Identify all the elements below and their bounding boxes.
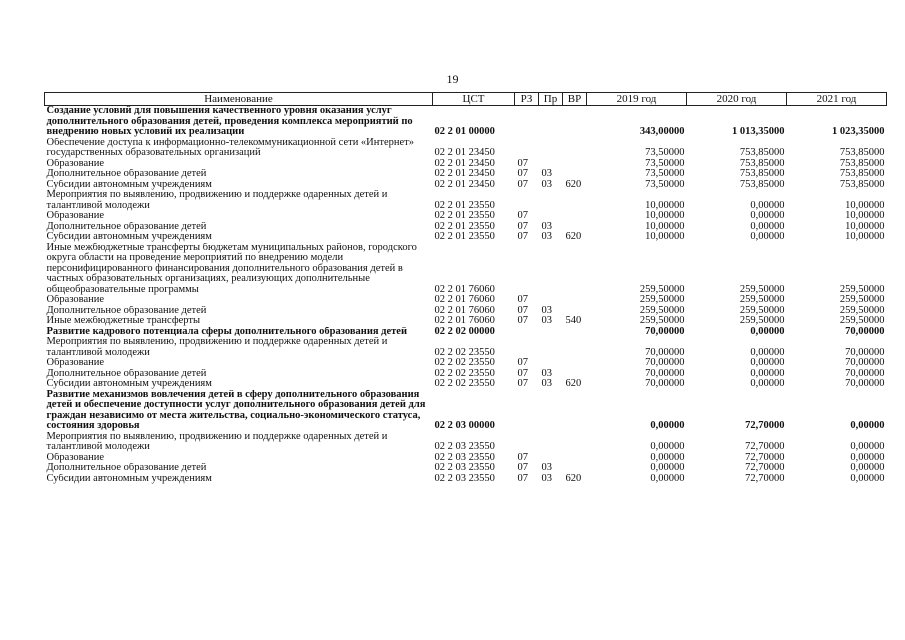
cell-pr: 03 <box>541 463 552 473</box>
cell-2019: 10,00000 <box>645 232 685 242</box>
cell-2019: 0,00000 <box>650 420 685 431</box>
column-header-cst: ЦСТ <box>433 93 515 106</box>
cell-name: Субсидии автономным учреждениям <box>46 232 212 242</box>
cell-cst: 02 2 02 00000 <box>434 326 495 337</box>
cell-2020: 753,85000 <box>739 147 785 158</box>
cell-rz: 07 <box>517 158 528 169</box>
cell-cst: 02 2 01 23450 <box>434 147 495 158</box>
cell-vr <box>563 295 587 306</box>
cell-pr <box>539 358 563 369</box>
cell-2020: 753,85000 <box>739 179 785 190</box>
table-row <box>45 316 887 327</box>
cell-name: Субсидии автономным учреждениям <box>46 179 212 190</box>
cell-pr <box>539 159 563 170</box>
cell-rz: 07 <box>517 232 528 242</box>
cell-pr <box>539 390 563 432</box>
cell-2020: 0,00000 <box>750 326 785 337</box>
cell-name: Обеспечение доступа к информационно-телекоммуникационной сети «Интернет» государственных образовательных организаций <box>46 137 415 158</box>
cell-2019: 70,00000 <box>645 326 685 337</box>
cell-2020: 259,50000 <box>739 283 785 295</box>
cell-2021: 0,00000 <box>850 441 885 452</box>
cell-2019: 0,00000 <box>650 473 685 484</box>
cell-2020: 259,50000 <box>739 295 785 305</box>
cell-vr <box>563 243 587 296</box>
cell-cst: 02 2 02 23550 <box>434 379 495 389</box>
cell-2020: 72,70000 <box>745 473 785 484</box>
cell-2021: 70,00000 <box>845 326 885 337</box>
cell-vr <box>563 159 587 170</box>
cell-2020: 259,50000 <box>739 305 785 316</box>
cell-name: Дополнительное образование детей <box>46 305 207 316</box>
cell-2021: 70,00000 <box>845 346 885 358</box>
cell-cst: 02 2 01 23450 <box>434 158 495 169</box>
cell-pr: 03 <box>541 305 552 316</box>
cell-2021: 10,00000 <box>845 221 885 232</box>
table-header <box>45 93 887 106</box>
cell-2019: 70,00000 <box>645 379 685 389</box>
cell-name: Образование <box>46 158 105 169</box>
cell-vr <box>563 190 587 211</box>
cell-rz: 07 <box>517 169 528 179</box>
table-row <box>45 358 887 369</box>
cell-2021: 1 023,35000 <box>832 126 885 137</box>
cell-vr <box>563 327 587 338</box>
table-row <box>45 243 887 296</box>
cell-rz: 07 <box>517 179 528 190</box>
cell-cst: 02 2 03 00000 <box>434 420 495 431</box>
budget-table <box>44 92 887 484</box>
cell-pr: 03 <box>541 316 552 326</box>
cell-rz <box>515 337 539 358</box>
cell-rz: 07 <box>517 221 528 232</box>
cell-2021: 70,00000 <box>845 358 885 368</box>
column-header-2021: 2021 год <box>787 93 887 106</box>
cell-rz <box>515 390 539 432</box>
cell-2019: 70,00000 <box>645 368 685 379</box>
cell-vr <box>563 390 587 432</box>
cell-vr <box>563 211 587 222</box>
cell-2021: 259,50000 <box>839 295 885 305</box>
cell-cst: 02 2 01 76060 <box>434 316 495 326</box>
table-row <box>45 390 887 432</box>
cell-name: Иные межбюджетные трансферты <box>46 316 201 326</box>
cell-vr: 620 <box>565 179 582 190</box>
table-row <box>45 379 887 390</box>
cell-cst: 02 2 01 00000 <box>434 126 495 137</box>
cell-cst: 02 2 01 76060 <box>434 295 495 305</box>
cell-vr <box>563 222 587 233</box>
cell-2021: 259,50000 <box>839 316 885 326</box>
cell-pr <box>539 337 563 358</box>
table-row <box>45 432 887 453</box>
cell-vr <box>563 453 587 464</box>
cell-2020: 0,00000 <box>750 358 785 368</box>
cell-rz <box>515 138 539 159</box>
cell-2019: 259,50000 <box>639 316 685 326</box>
cell-name: Образование <box>46 211 105 221</box>
cell-pr <box>539 327 563 338</box>
cell-2020: 1 013,35000 <box>732 126 785 137</box>
cell-vr <box>563 463 587 474</box>
cell-rz: 07 <box>517 211 528 221</box>
cell-2019: 10,00000 <box>645 199 685 211</box>
table-row <box>45 138 887 159</box>
table-row <box>45 180 887 191</box>
cell-2020: 0,00000 <box>750 232 785 242</box>
cell-vr: 620 <box>565 473 582 484</box>
cell-cst: 02 2 01 23550 <box>434 211 495 221</box>
cell-vr: 620 <box>565 379 582 389</box>
cell-name: Мероприятия по выявлению, продвижению и поддержке одаренных детей и талантливой молодежи <box>46 431 388 452</box>
cell-2021: 0,00000 <box>850 420 885 431</box>
cell-2020: 259,50000 <box>739 316 785 326</box>
cell-cst: 02 2 01 23550 <box>434 232 495 242</box>
table-row <box>45 369 887 380</box>
column-header-pr: Пр <box>539 93 563 106</box>
cell-pr <box>539 295 563 306</box>
cell-cst: 02 2 01 23450 <box>434 169 495 179</box>
cell-vr <box>563 358 587 369</box>
cell-2019: 0,00000 <box>650 463 685 473</box>
cell-cst: 02 2 02 23550 <box>434 346 495 358</box>
table-row <box>45 306 887 317</box>
cell-name: Дополнительное образование детей <box>46 169 207 179</box>
cell-name: Дополнительное образование детей <box>46 221 207 232</box>
cell-pr: 03 <box>541 179 552 190</box>
cell-2020: 0,00000 <box>750 368 785 379</box>
cell-pr <box>539 453 563 464</box>
cell-pr <box>539 243 563 296</box>
cell-cst: 02 2 02 23550 <box>434 358 495 368</box>
cell-pr <box>539 432 563 453</box>
cell-2021: 10,00000 <box>845 232 885 242</box>
cell-name: Субсидии автономным учреждениям <box>46 473 212 484</box>
cell-pr <box>539 211 563 222</box>
cell-rz <box>515 106 539 138</box>
column-header-2020: 2020 год <box>687 93 787 106</box>
cell-2021: 753,85000 <box>839 158 885 169</box>
cell-rz: 07 <box>517 295 528 305</box>
cell-cst: 02 2 03 23550 <box>434 452 495 463</box>
cell-name: Образование <box>46 358 105 368</box>
cell-vr: 540 <box>565 316 582 326</box>
cell-cst: 02 2 01 23550 <box>434 199 495 211</box>
cell-2020: 72,70000 <box>745 441 785 452</box>
cell-2021: 0,00000 <box>850 463 885 473</box>
cell-vr <box>563 432 587 453</box>
cell-2021: 10,00000 <box>845 199 885 211</box>
cell-2020: 753,85000 <box>739 169 785 179</box>
cell-cst: 02 2 03 23550 <box>434 463 495 473</box>
cell-2020: 753,85000 <box>739 158 785 169</box>
cell-2021: 0,00000 <box>850 452 885 463</box>
cell-name: Развитие кадрового потенциала сферы дополнительного образования детей <box>46 326 408 337</box>
cell-rz: 07 <box>517 358 528 368</box>
cell-2019: 73,50000 <box>645 179 685 190</box>
cell-2019: 259,50000 <box>639 305 685 316</box>
cell-pr <box>539 106 563 138</box>
cell-pr: 03 <box>541 169 552 179</box>
cell-2019: 73,50000 <box>645 158 685 169</box>
cell-vr <box>563 169 587 180</box>
cell-2019: 70,00000 <box>645 358 685 368</box>
cell-2019: 259,50000 <box>639 283 685 295</box>
table-row <box>45 474 887 485</box>
table-row <box>45 211 887 222</box>
cell-rz <box>515 243 539 296</box>
table-row <box>45 295 887 306</box>
column-header-name: Наименование <box>45 93 433 106</box>
cell-name: Мероприятия по выявлению, продвижению и поддержке одаренных детей и талантливой молодежи <box>46 337 388 358</box>
cell-cst: 02 2 03 23550 <box>434 441 495 452</box>
cell-2019: 73,50000 <box>645 169 685 179</box>
cell-2020: 0,00000 <box>750 211 785 221</box>
column-header-rz: РЗ <box>515 93 539 106</box>
cell-2021: 0,00000 <box>850 473 885 484</box>
cell-vr <box>563 369 587 380</box>
cell-cst: 02 2 02 23550 <box>434 368 495 379</box>
cell-pr <box>539 190 563 211</box>
cell-vr <box>563 138 587 159</box>
cell-name: Иные межбюджетные трансферты бюджетам муниципальных районов, городского округа области на проведение мероприятий по внедрению модели персонифицированного финансирования дополнительного образования детей в частных образовательных организациях, реализующих дополнительные общеобразовательные программы <box>46 242 417 295</box>
cell-cst: 02 2 01 23550 <box>434 221 495 232</box>
cell-rz: 07 <box>517 463 528 473</box>
cell-name: Образование <box>46 295 105 305</box>
cell-rz: 07 <box>517 379 528 389</box>
cell-2020: 72,70000 <box>745 452 785 463</box>
cell-rz: 07 <box>517 368 528 379</box>
cell-2019: 10,00000 <box>645 221 685 232</box>
cell-2021: 259,50000 <box>839 305 885 316</box>
cell-2020: 0,00000 <box>750 221 785 232</box>
cell-name: Создание условий для повышения качественного уровня оказания услуг дополнительного образования детей, проведения комплекса мероприятий по внедрению новых условий их реализации <box>46 105 413 137</box>
table-row <box>45 106 887 138</box>
table-row <box>45 327 887 338</box>
cell-name: Дополнительное образование детей <box>46 368 207 379</box>
cell-name: Мероприятия по выявлению, продвижению и поддержке одаренных детей и талантливой молодежи <box>46 190 388 211</box>
cell-rz: 07 <box>517 473 528 484</box>
table-row <box>45 169 887 180</box>
table-row <box>45 463 887 474</box>
cell-name: Образование <box>46 452 105 463</box>
cell-name: Развитие механизмов вовлечения детей в сферу дополнительного образования детей и обеспечение доступности услуг дополнительного образования детей для граждан независимо от места жительства, социально-экономического статуса, состояния здоровья <box>46 389 426 431</box>
cell-2020: 0,00000 <box>750 379 785 389</box>
cell-pr: 03 <box>541 232 552 242</box>
cell-rz <box>515 190 539 211</box>
cell-vr <box>563 337 587 358</box>
cell-2021: 753,85000 <box>839 169 885 179</box>
cell-vr <box>563 106 587 138</box>
cell-vr: 620 <box>565 232 582 242</box>
cell-vr <box>563 306 587 317</box>
table-row <box>45 159 887 170</box>
cell-2021: 259,50000 <box>839 283 885 295</box>
column-header-2019: 2019 год <box>587 93 687 106</box>
cell-rz: 07 <box>517 305 528 316</box>
table-row <box>45 222 887 233</box>
cell-2019: 343,00000 <box>639 126 685 137</box>
table-row <box>45 232 887 243</box>
cell-pr: 03 <box>541 473 552 484</box>
cell-2021: 70,00000 <box>845 368 885 379</box>
cell-2019: 0,00000 <box>650 452 685 463</box>
cell-2019: 73,50000 <box>645 147 685 158</box>
cell-cst: 02 2 01 76060 <box>434 305 495 316</box>
cell-2021: 753,85000 <box>839 179 885 190</box>
cell-pr: 03 <box>541 221 552 232</box>
cell-2021: 70,00000 <box>845 379 885 389</box>
cell-cst: 02 2 03 23550 <box>434 473 495 484</box>
cell-2019: 0,00000 <box>650 441 685 452</box>
cell-cst: 02 2 01 76060 <box>434 283 495 295</box>
cell-pr: 03 <box>541 368 552 379</box>
cell-rz <box>515 327 539 338</box>
cell-pr <box>539 138 563 159</box>
cell-2020: 0,00000 <box>750 346 785 358</box>
table-row <box>45 453 887 464</box>
cell-2019: 70,00000 <box>645 346 685 358</box>
cell-rz: 07 <box>517 316 528 326</box>
cell-rz <box>515 432 539 453</box>
cell-2019: 10,00000 <box>645 211 685 221</box>
cell-name: Субсидии автономным учреждениям <box>46 379 212 389</box>
table-body <box>45 106 887 485</box>
cell-pr: 03 <box>541 379 552 389</box>
cell-cst: 02 2 01 23450 <box>434 179 495 190</box>
cell-2019: 259,50000 <box>639 295 685 305</box>
column-header-vr: ВР <box>563 93 587 106</box>
cell-2021: 753,85000 <box>839 147 885 158</box>
cell-2021: 10,00000 <box>845 211 885 221</box>
cell-2020: 0,00000 <box>750 199 785 211</box>
cell-rz: 07 <box>517 452 528 463</box>
cell-2020: 72,70000 <box>745 463 785 473</box>
cell-name: Дополнительное образование детей <box>46 463 207 473</box>
page-number: 19 <box>446 72 459 86</box>
table-row <box>45 190 887 211</box>
cell-2020: 72,70000 <box>745 420 785 431</box>
table-row <box>45 337 887 358</box>
